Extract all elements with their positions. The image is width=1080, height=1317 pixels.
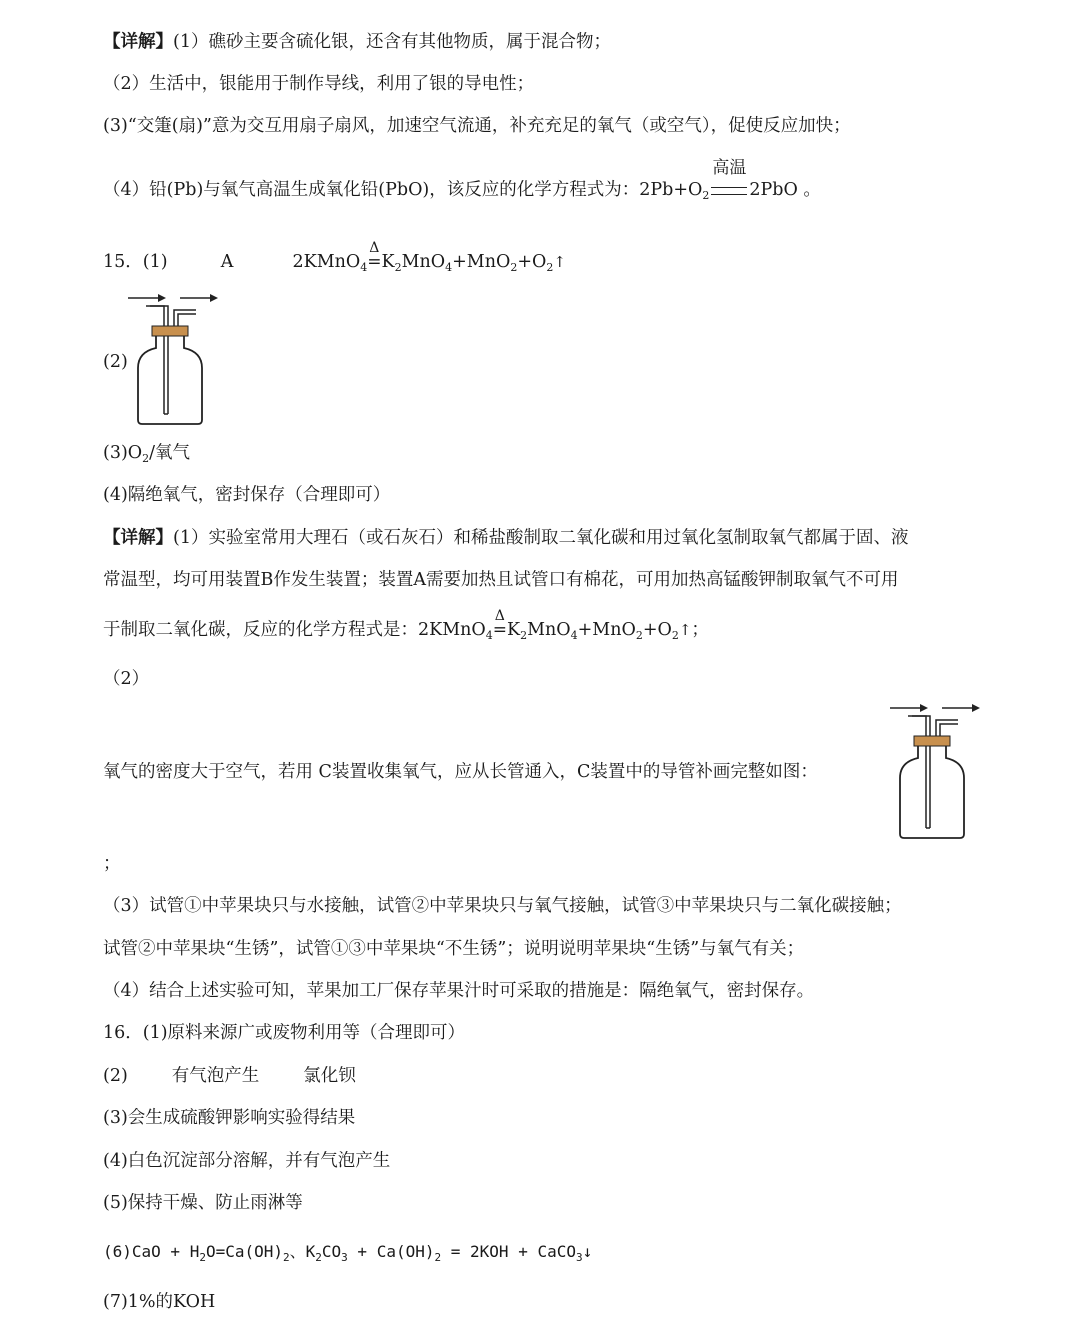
detail2-line-7: （3）试管①中苹果块只与水接触，试管②中苹果块只与氧气接触，试管③中苹果块只与二氧化碳接触； [103,896,902,916]
q16-line-6: $(6)CaO + H_2O=Ca(OH)_2$、$K_2CO_3 + Ca(OH)_2 = 2KOH$ + CaCO$_3$↓ [103,1242,593,1264]
detail-tag: 【详解】 [103,32,173,52]
detail2-line-5: 氧气的密度大于空气，若用 C装置收集氧气，应从长管通入，C装置中的导管补画完整如图： [103,762,818,782]
detail2-line-3: 于制取二氧化碳，反应的化学方程式是：2KMnO$_4$ Δ $=K_2MnO_4+MnO_2+O_2↑$； [103,608,709,642]
gas-washing-bottle-icon [886,700,982,840]
gas-washing-bottle-icon [124,290,220,426]
q15-line-3: $(3)O_2/$氧气 [103,443,191,465]
detail-line-4: （4）铅(Pb)与氧气高温生成氧化铅(PbO)，该反应的化学方程式为：$2Pb+O_2$ 高温 2PbO 。 [103,158,821,202]
reaction-condition: 高温 [709,178,749,202]
q16-line-5: (5)保持干燥、防止雨淋等 [103,1193,303,1213]
q15-line-1: 15．(1) A 2KMnO$_4$ Δ $=K_2MnO_4+MnO_2+O_2↑$ [103,240,566,274]
q16-line-2: (2) 有气泡产生 氯化钡 [103,1066,356,1086]
detail2-line-1: 【详解】(1）实验室常用大理石（或石灰石）和稀盐酸制取二氧化碳和用过氧化氢制取氧气都属于固、液 [103,528,909,548]
detail-line-3: (3)“交箑(扇)”意为交互用扇子扇风，加速空气流通，补充充足的氧气（或空气），促使反应加快； [103,116,851,136]
detail-line-2: （2）生活中，银能用于制作导线，利用了银的导电性； [103,74,535,94]
q16-line-3: (3)会生成硫酸钾影响实验得结果 [103,1108,356,1128]
q15-line-2: (2) [103,352,128,372]
kmno4-equation: 2KMnO$_4$ Δ $=K_2MnO_4+MnO_2+O_2↑$ [292,240,566,274]
detail2-line-6: ； [103,854,121,874]
detail2-line-4: （2） [103,669,150,689]
detail-line-1: 【详解】(1）礁砂主要含硫化银，还含有其他物质，属于混合物； [103,32,611,52]
detail-tag: 【详解】 [103,528,173,548]
detail2-line-9: （4）结合上述实验可知，苹果加工厂保存苹果汁时可采取的措施是：隔绝氧气，密封保存。 [103,981,815,1001]
detail2-line-8: 试管②中苹果块“生锈”，试管①③中苹果块“不生锈”；说明说明苹果块“生锈”与氧气有关； [103,939,805,959]
q16-line-7: (7)1%的KOH [103,1292,216,1312]
q15-line-4: (4)隔绝氧气，密封保存（合理即可） [103,485,391,505]
detail2-line-2: 常温型，均可用装置B作发生装置；装置A需要加热且试管口有棉花，可用加热高锰酸钾制取氧气不可用 [103,570,899,590]
q16-line-4: (4)白色沉淀部分溶解，并有气泡产生 [103,1151,391,1171]
q16-line-1: 16．(1)原料来源广或废物利用等（合理即可） [103,1023,466,1043]
kmno4-equation: 2KMnO$_4$ Δ $=K_2MnO_4+MnO_2+O_2↑$ [418,608,692,642]
